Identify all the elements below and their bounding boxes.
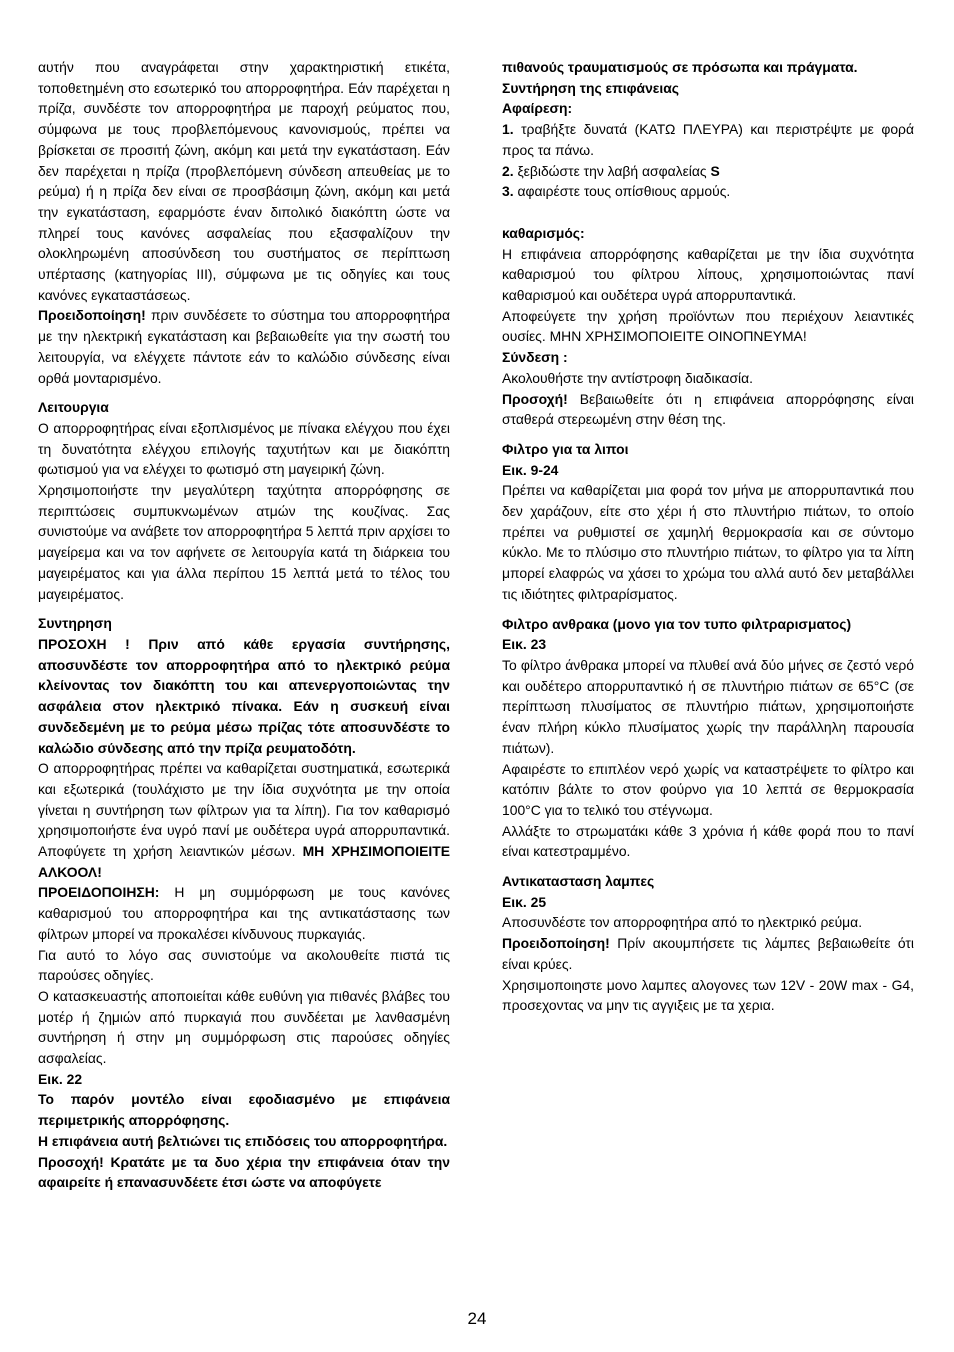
step-3-number: 3.	[502, 183, 514, 200]
continuation-text: πιθανούς τραυματισμούς σε πρόσωπα και πράγματα.	[502, 59, 858, 75]
cleaning-heading: καθαρισμός:	[502, 224, 585, 241]
intro-paragraph: αυτήν που αναγράφεται στην χαρακτηριστική ετικέτα, τοποθετημένη στο εσωτερικό του απορροφητήρα. Εάν παρέχεται η πρίζα, συνδέστε τον απορροφητήρα με παροχή ρεύματος που, σύμφωνα με τους προβλεπόμενους κανονισμούς, πρέπει να βρίσκεται σε προσιτή ζώνη, ακόμη και μετά την εγκατάσταση. Εάν δεν παρέχεται η πρίζα (προβλεπόμενη σύνδεση απευθείας με το ρεύμα) ή η πρίζα δεν είναι σε προσβάσιμη ζώνη, ακόμη και μετά την εγκατάσταση, εφαρμόστε έναν διπολικό διακόπτη ώστε να πληρεί τους κανόνες ασφαλείας που εξασφαλίζουν την ολοκληρωμένη αποσύνδεση του συστήματος σε περίπτωση υπέρτασης (κατηγορίας III), σύμφωνα με τις οδηγίες και τους κανόνες εγκαταστάσεως.	[38, 59, 450, 303]
operation-paragraph-2: Χρησιμοποιήστε την μεγαλύτερη ταχύτητα απορρόφησης σε περιπτώσεις συμπυκνωμένων ατμών της κουζίνας. Σας συνιστούμε να ανάβετε τον απορροφητήρα 5 λεπτά πριν αρχίσει το μαγείρεμα και να τον αφήνετε σε λειτουργία κατά τη διάρκεια του μαγειρέματος και για άλλα περίπου 15 λεπτά μετά το τέλος του μαγειρέματος.	[38, 482, 450, 602]
maintenance-heading: Συντηρηση	[38, 615, 112, 632]
lamp-replacement-heading: Αντικατασταση λαμπες	[502, 873, 655, 890]
continuation-paragraph	[502, 57, 914, 78]
lamp-warning-text: Πρίν ακουμπήσετε τις λάμπες βεβαιωθείτε ότι είναι κρύες.	[502, 935, 914, 972]
lamp-warning-label: Προειδοποίηση!	[502, 935, 610, 952]
grease-filter-figure: Εικ. 9-24	[502, 461, 559, 478]
lamp-warning-paragraph	[502, 933, 914, 974]
removal-step-3	[502, 181, 914, 202]
lamp-paragraph-1: Αποσυνδέστε τον απορροφητήρα από το ηλεκτρικό ρεύμα.	[502, 914, 863, 931]
fig-22-label: Εικ. 22	[38, 1070, 83, 1087]
lamp-paragraph-2: Χρησιμοποιηστε μονο λαμπες αλογονες των 12V - 20W max - G4, προσεχοντας να μην τις αγγιξεις με τα χερια.	[502, 976, 914, 1014]
carbon-filter-heading: Φιλτρο ανθρακα (μονο για τον τυπο φιλτραρισματος)	[502, 615, 852, 632]
step-1-number: 1.	[502, 121, 514, 138]
fig-22-paragraph-2	[38, 1131, 450, 1152]
removal-step-1	[502, 119, 914, 160]
connection-heading: Σύνδεση :	[502, 349, 568, 366]
step-2-bold: S	[710, 162, 720, 179]
maintenance-paragraph-3: Ο κατασκευαστής αποποιείται κάθε ευθύνη για πιθανές βλάβες του μοτέρ ή ζημιών από πυρκαγιά που συνδέεται με λανθασμένη συντήρηση ή στην μη συμμόρφωση στις παρούσες οδηγίες ασφαλείας.	[38, 987, 450, 1067]
fire-warning-text: Η μη συμμόρφωση με τους κανόνες καθαρισμού του απορροφητήρα και της αντικατάστασης των φίλτρων μπορεί να προκαλέσει κίνδυνους πυρκαγιάς.	[38, 884, 450, 942]
fig-22-paragraph-3	[38, 1152, 450, 1193]
maintenance-warning-text: ΠΡΟΣΟΧΗ ! Πριν από κάθε εργασία συντήρησης, αποσυνδέστε τον απορροφητήρα από το ηλεκτρικό ρεύμα κλείνοντας τον διακόπτη του και απενεργοποιώντας την ασφάλεια στον ηλεκτρικό πίνακα. Εάν η συσκευή είναι συνδεδεμένη με το ρεύμα μέσω πρίζας τότε αποσυνδέστε το καλώδιο σύνδεσης από την πρίζα ρευματοδότη.	[38, 635, 450, 756]
connection-warning	[38, 305, 450, 388]
page-number: 24	[467, 1309, 487, 1328]
connection-warning-label: Προσοχή!	[502, 390, 568, 407]
grease-filter-paragraph: Πρέπει να καθαρίζεται μια φορά τον μήνα με απορρυπαντικά που δεν χαράζουν, είτε στο χέρι ή στο πλυντήριο πιάτων, το οποίο πρέπει να ρυθμιστεί σε χαμηλή θερμοκρασία και σε σύντομο κύκλο. Με το πλύσιμο στο πλυντήριο πιάτων, το φίλτρο για τα λίπη μπορεί ελαφρώς να χάσει το χρώμα του αλλά αυτό δεν μεταβάλλει τις ιδιότητες φιλτραρίσματος.	[502, 482, 914, 602]
fig-22-paragraph-2-text: Η επιφάνεια αυτή βελτιώνει τις επιδόσεις του απορροφητήρα.	[38, 1132, 448, 1149]
cleaning-paragraph-2: Αποφεύγετε την χρήση προϊόντων που περιέχουν λειαντικές ουσίες. ΜΗΝ ΧΡΗΣΙΜΟΠΟΙΕΙΤΕ ΟΙΝΟΠΝΕΥΜΑ!	[502, 307, 914, 345]
fire-warning-label: ΠΡΟΕΙΔΟΠΟΙΗΣΗ:	[38, 884, 160, 901]
warning-text: πριν συνδέσετε το σύστημα του απορροφητήρα με την ηλεκτρική εγκατάσταση και βεβαιωθείτε για την σωστή του λειτουργία, να ελέγχετε πάντοτε εάν το καλώδιο σύνδεσης είναι ορθά μονταρισμένο.	[38, 307, 450, 386]
maintenance-paragraph-1	[38, 758, 450, 882]
step-3-text: αφαιρέστε τους οπίσθιους αρμούς.	[513, 183, 731, 200]
carbon-filter-paragraph-3: Αλλάξτε το στρωματάκι κάθε 3 χρόνια ή κάθε φορά που το πανί είναι κατεστραμμένο.	[502, 822, 914, 860]
cleaning-paragraph-1: Η επιφάνεια απορρόφησης καθαρίζεται με την ίδια συχνότητα καθαρισμού του φίλτρου λίπους, χρησιμοποιώντας πανί καθαρισμού και ουδέτερα υγρά απορρυπαντικά.	[502, 245, 914, 304]
step-2-text: ξεβιδώστε την λαβή ασφαλείας	[513, 162, 711, 179]
carbon-filter-figure: Εικ. 23	[502, 636, 547, 653]
maintenance-paragraph-1-text: Ο απορροφητήρας πρέπει να καθαρίζεται συστηματικά, εσωτερικά και εξωτερικά (τουλάχιστο με την ίδια συχνότητα με την οποία γίνεται η συντήρηση των φίλτρων για τα λίπη). Για τον καθαρισμό χρησιμοποιήστε ένα υγρό πανί με ουδέτερα υγρά απορρυπαντικά. Αποφύγετε τη χρήση λειαντικών μέσων.	[38, 760, 450, 860]
right-column	[502, 57, 914, 1016]
fig-22-paragraph-3-text: Προσοχή! Κρατάτε με τα δυο χέρια την επιφάνεια όταν την αφαιρείτε ή επανασυνδέετε έτσι ώστε να αποφύγετε	[38, 1153, 450, 1191]
connection-warning-paragraph	[502, 389, 914, 430]
removal-step-2	[502, 161, 914, 182]
lamp-replacement-figure: Εικ. 25	[502, 893, 547, 910]
warning-label: Προειδοποίηση!	[38, 307, 146, 324]
removal-heading: Αφαίρεση:	[502, 100, 573, 117]
no-alcohol-warning: ΜΗ ΧΡΗΣΙΜΟΠΟΙΕΙΤΕ ΑΛΚΟΟΛ!	[38, 843, 450, 880]
grease-filter-heading: Φιλτρο για τα λιποι	[502, 440, 629, 457]
operation-heading: Λειτουργια	[38, 399, 109, 416]
maintenance-paragraph-2: Για αυτό το λόγο σας συνιστούμε να ακολουθείτε πιστά τις παρούσες οδηγίες.	[38, 946, 450, 984]
surface-maintenance-heading: Συντήρηση της επιφάνειας	[502, 79, 680, 96]
carbon-filter-paragraph-1: Το φίλτρο άνθρακα μπορεί να πλυθεί ανά δύο μήνες σε ζεστό νερό και ουδέτερο απορρυπαντικό ή σε πλυντήριο πιάτων σε 65°C (σε περίπτωση πλυσίματος σε πλυντήριο πιάτων, χρησιμοποιήστε έναν πλήρη κύκλο πλυσίματος χωρίς την παράλληλη παρουσία πιάτων).	[502, 656, 914, 756]
step-1-text: τραβήξτε δυνατά (ΚΑΤΩ ΠΛΕΥΡΑ) και περιστρέψτε με φορά προς τα πάνω.	[502, 121, 914, 158]
maintenance-warning	[38, 634, 450, 758]
fig-22-paragraph-1	[38, 1089, 450, 1130]
connection-paragraph-1: Ακολουθήστε την αντίστροφη διαδικασία.	[502, 369, 753, 386]
operation-paragraph-1: Ο απορροφητήρας είναι εξοπλισμένος με πίνακα ελέγχου που έχει τη δυνατότητα ελέγχου επιλογής ταχυτήτων και με διακόπτη φωτισμού για να ελέγχει το φωτισμό στη μαγειρική ζώνη.	[38, 419, 450, 478]
connection-warning-text: Βεβαιωθείτε ότι η επιφάνεια απορρόφησης είναι σταθερά στερεωμένη στην θέση της.	[502, 390, 914, 428]
fig-22-paragraph-1-text: Το παρόν μοντέλο είναι εφοδιασμένο με επιφάνεια περιμετρικής απορρόφησης.	[38, 1091, 450, 1129]
fire-warning	[38, 882, 450, 944]
carbon-filter-paragraph-2: Αφαιρέστε το επιπλέον νερό χωρίς να καταστρέψετε το φίλτρο και κατόπιν βάλτε το στον φούρνο για 10 λεπτά σε θερμοκρασία 100°C για το τελικό του στέγνωμα.	[502, 760, 914, 818]
left-column	[38, 57, 450, 1193]
step-2-number: 2.	[502, 162, 514, 179]
